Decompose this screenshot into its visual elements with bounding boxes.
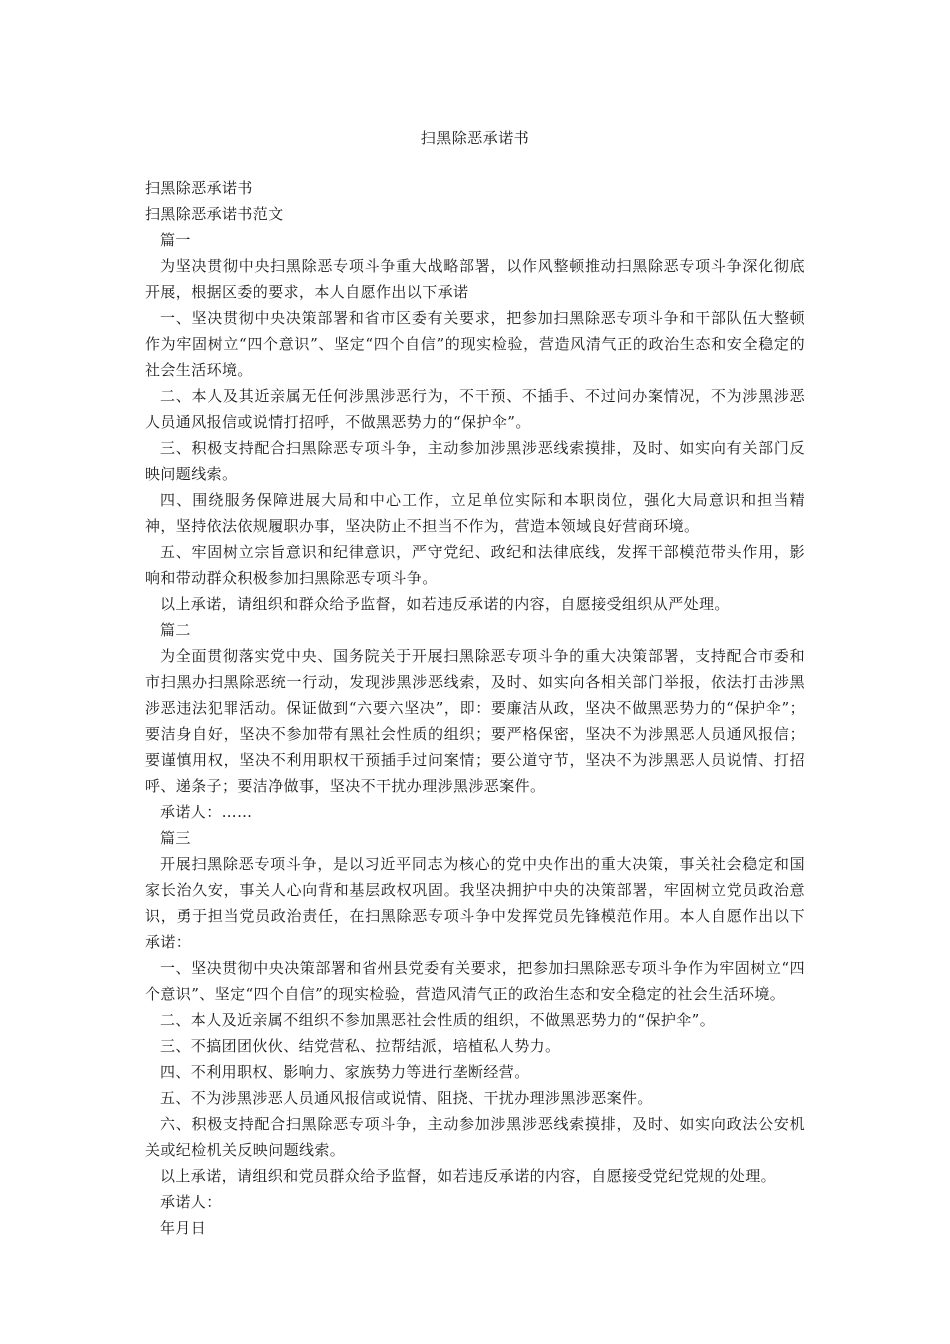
doc-subheading: 扫黑除恶承诺书范文: [145, 205, 284, 223]
section-label-3: 篇三: [160, 829, 191, 847]
paragraph: 一、坚决贯彻中央决策部署和省州县党委有关要求，把参加扫黑除恶专项斗争作为牢固树立“四个意识”、坚定“四个自信”的现实检验，营造风清气正的政治生态和安全稳定的社会生活环境。: [145, 959, 805, 1003]
paragraph: 一、坚决贯彻中央决策部署和省市区委有关要求，把参加扫黑除恶专项斗争和干部队伍大整顿作为牢固树立“四个意识”、坚定“四个自信”的现实检验，营造风清气正的政治生态和安全稳定的社会生活环境。: [145, 309, 805, 379]
paragraph: 四、围绕服务保障进展大局和中心工作，立足单位实际和本职岗位，强化大局意识和担当精神，坚持依法依规履职办事，坚决防止不担当不作为，营造本领域良好营商环境。: [145, 491, 805, 535]
paragraph: 六、积极支持配合扫黑除恶专项斗争，主动参加涉黑涉恶线索摸排，及时、如实向政法公安机关或纪检机关反映问题线索。: [145, 1115, 805, 1159]
paragraph: 开展扫黑除恶专项斗争，是以习近平同志为核心的党中央作出的重大决策，事关社会稳定和国家长治久安，事关人心向背和基层政权巩固。我坚决拥护中央的决策部署，牢固树立党员政治意识，勇于担当党员政治责任，在扫黑除恶专项斗争中发挥党员先锋模范作用。本人自愿作出以下承诺：: [145, 855, 805, 951]
paragraph: 三、不搞团团伙伙、结党营私、拉帮结派，培植私人势力。: [160, 1037, 561, 1055]
date-line: 年月日: [160, 1219, 207, 1237]
signature-line: 承诺人：……: [160, 803, 253, 821]
signature-line: 承诺人：: [160, 1193, 222, 1211]
doc-heading: 扫黑除恶承诺书: [145, 179, 253, 197]
paragraph: 以上承诺，请组织和群众给予监督，如若违反承诺的内容，自愿接受组织从严处理。: [160, 595, 730, 613]
paragraph: 三、积极支持配合扫黑除恶专项斗争，主动参加涉黑涉恶线索摸排，及时、如实向有关部门反映问题线索。: [145, 439, 805, 483]
paragraph: 以上承诺，请组织和党员群众给予监督，如若违反承诺的内容，自愿接受党纪党规的处理。: [160, 1167, 777, 1185]
paragraph: 四、不利用职权、影响力、家族势力等进行垄断经营。: [160, 1063, 530, 1081]
paragraph: 五、不为涉黑涉恶人员通风报信或说情、阻挠、干扰办理涉黑涉恶案件。: [160, 1089, 653, 1107]
document-title: 扫黑除恶承诺书: [420, 129, 530, 147]
paragraph: 五、牢固树立宗旨意识和纪律意识，严守党纪、政纪和法律底线，发挥干部模范带头作用，影响和带动群众积极参加扫黑除恶专项斗争。: [145, 543, 805, 587]
section-label-2: 篇二: [160, 621, 191, 639]
document-body: [145, 175, 805, 1241]
paragraph: 为坚决贯彻中央扫黑除恶专项斗争重大战略部署，以作风整顿推动扫黑除恶专项斗争深化彻底开展，根据区委的要求，本人自愿作出以下承诺: [145, 257, 805, 301]
paragraph: 二、本人及近亲属不组织不参加黑恶社会性质的组织，不做黑恶势力的“保护伞”。: [160, 1011, 716, 1029]
paragraph: 为全面贯彻落实党中央、国务院关于开展扫黑除恶专项斗争的重大决策部署，支持配合市委和市扫黑办扫黑除恶统一行动，发现涉黑涉恶线索，及时、如实向各相关部门举报，依法打击涉黑涉恶违法犯罪活动。保证做到“六要六坚决”，即：要廉洁从政，坚决不做黑恶势力的“保护伞”；要洁身自好，坚决不参加带有黑社会性质的组织；要严格保密，坚决不为涉黑恶人员通风报信；要谨慎用权，坚决不利用职权干预插手过问案情；要公道守节，坚决不为涉黑恶人员说情、打招呼、递条子；要洁净做事，坚决不干扰办理涉黑涉恶案件。: [145, 647, 805, 795]
section-label-1: 篇一: [160, 231, 191, 249]
paragraph: 二、本人及其近亲属无任何涉黑涉恶行为，不干预、不插手、不过问办案情况，不为涉黑涉恶人员通风报信或说情打招呼，不做黑恶势力的“保护伞”。: [145, 387, 805, 431]
